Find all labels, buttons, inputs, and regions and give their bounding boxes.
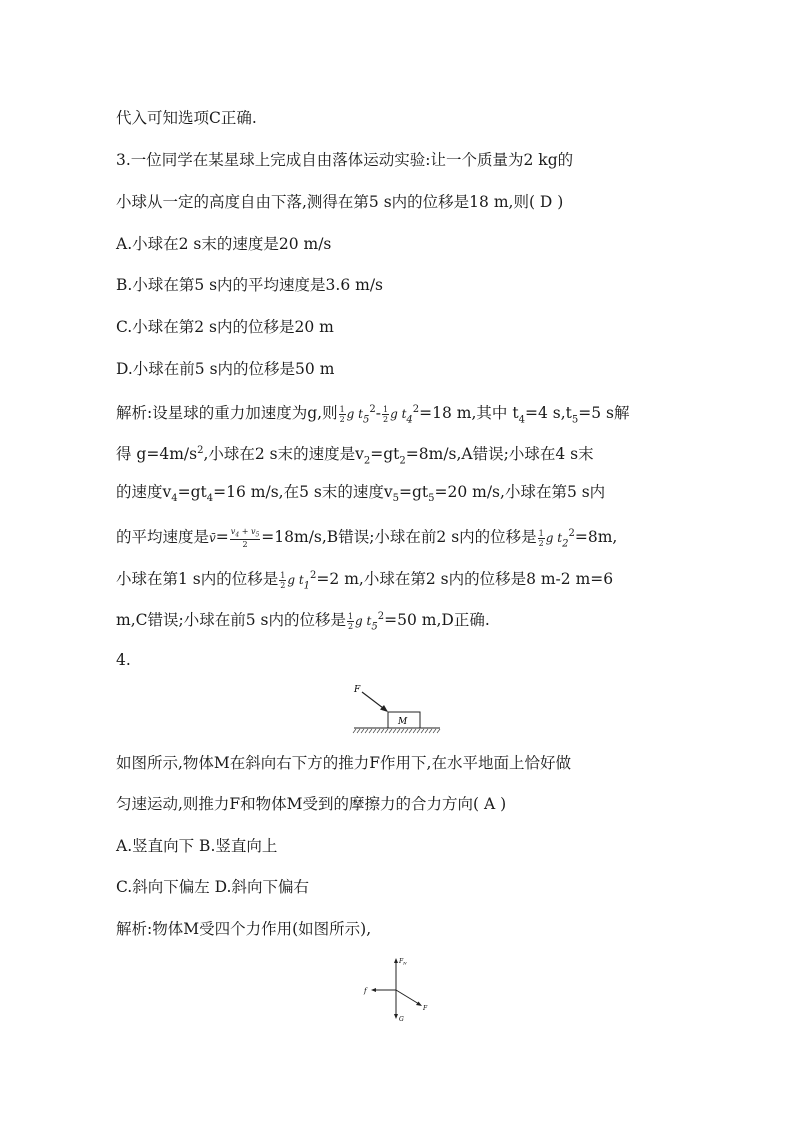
question-3-line-1: 3.一位同学在某星球上完成自由落体运动实验:让一个质量为2 kg的 — [116, 151, 574, 169]
analysis-line-2: 得 $g=4m/s^2$,小球在2 s末的速度是$v_2=gt_2=8m/s,A$错误;小球在4 s末 — [116, 445, 594, 467]
analysis-line-1: 解析:设星球的重力加速度为g,则 $\frac{1}{2}$ g $t_5^2-$ $\frac{1}{2}$ g $t_4^2=18$ m,其中 $t_4=4$ $s,t_5=5$ s解 — [116, 404, 630, 426]
text-line-1: 代入可知选项C正确. — [116, 109, 257, 127]
option-d: D.小球在前5 s内的位移是50 m — [116, 360, 335, 378]
question-4-analysis: 解析:物体M受四个力作用(如图所示), — [116, 920, 372, 938]
analysis-line-4: 的平均速度是v̄= $\frac{v_4 + v_5}{2}$ =18m/s,B错误;小球在前2 s内的位移是 $\frac{1}{2}$ g $t_2^2=8m$, — [116, 526, 618, 550]
analysis-line-5: 小球在第1 s内的位移是 $\frac{1}{2}$ g $t_1^2=2$ m,小球在第2 s内的位移是8 m-2 m=6 — [116, 570, 614, 592]
friction-label: f — [364, 987, 367, 995]
question-4-number: 4. — [116, 651, 131, 669]
block-push-figure — [340, 680, 450, 736]
fn-label: $F_N$ — [399, 958, 407, 966]
question-4-options-ab: A.竖直向下 B.竖直向上 — [116, 837, 278, 855]
option-b: B.小球在第5 s内的平均速度是3.6 m/s — [116, 276, 384, 294]
push-force-label: F — [423, 1005, 428, 1012]
force-diagram — [360, 952, 440, 1028]
question-4-line-1: 如图所示,物体M在斜向右下方的推力F作用下,在水平地面上恰好做 — [116, 754, 571, 772]
option-a: A.小球在2 s末的速度是20 m/s — [116, 235, 332, 253]
analysis-line-3: 的速度$v_4=gt_4=16$ m/s,在5 s末的速度$v_5=gt_5=20$ m/s,小球在第5 s内 — [116, 483, 606, 505]
option-c: C.小球在第2 s内的位移是20 m — [116, 318, 334, 336]
question-4-line-2: 匀速运动,则推力F和物体M受到的摩擦力的合力方向( A ) — [116, 795, 507, 813]
analysis-line-6: m,C错误;小球在前5 s内的位移是 $\frac{1}{2}$ g $t_5^2=50$ m,D正确. — [116, 611, 490, 633]
g-label: G — [399, 1016, 404, 1023]
force-label: F — [354, 685, 361, 695]
question-4-options-cd: C.斜向下偏左 D.斜向下偏右 — [116, 878, 309, 896]
block-label: M — [398, 717, 408, 727]
question-3-line-2: 小球从一定的高度自由下落,测得在第5 s内的位移是18 m,则( D ) — [116, 193, 564, 211]
